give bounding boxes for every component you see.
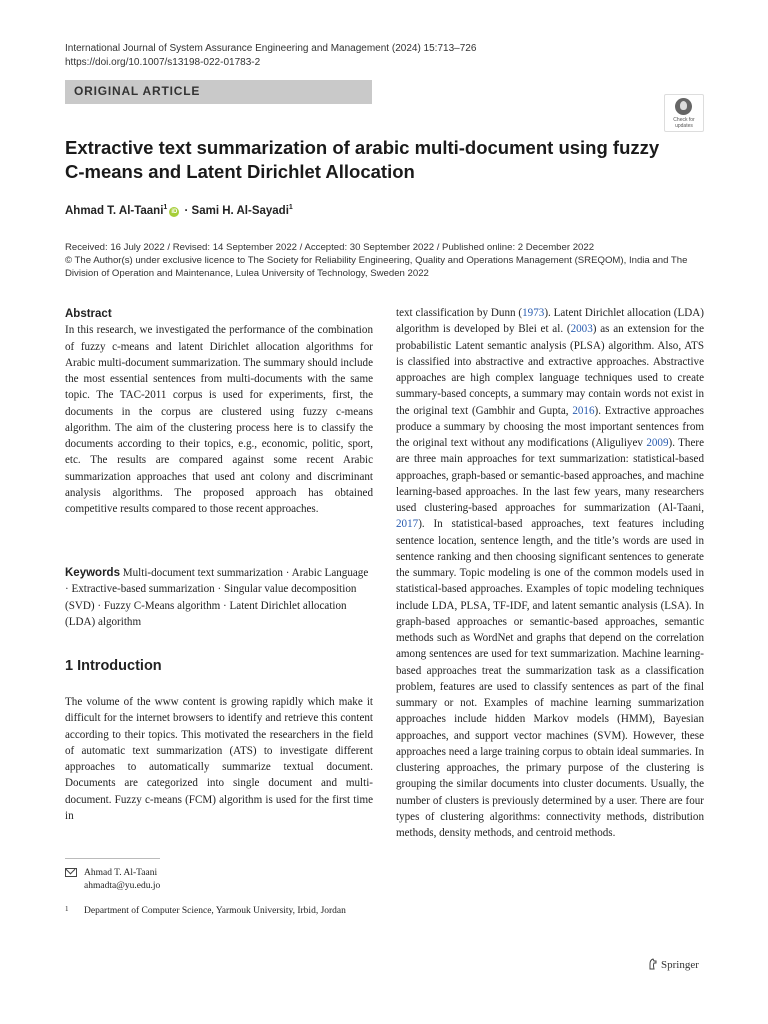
author-separator: · <box>181 204 192 217</box>
body-text: text classification by Dunn ( <box>396 307 523 319</box>
affiliation-mark: 1 <box>288 204 293 211</box>
copyright-line: © The Author(s) under exclusive licence to The Society for Reliability Engineering, Quality and Operations Management (SREQOM), India and The Division of Operation and Maintenance, Lulea University of Technology, Sweden 2022 <box>65 254 688 279</box>
abstract-text: In this research, we investigated the performance of the combination of fuzzy c-means and latent Dirichlet allocation algorithms for Arabic multi-document summarization. The summary should include the most essential sentences from multi-documents with the same topic. The TAC-2011 corpus is used for experiments, first, the documents in the corpus are clustered using fuzzy c-means algorithm. The aim of the clustering process here is to classify the documents according to their topics, e.g., economic, politic, sport, etc. The results are compared against some recent Arabic summarization approaches that used ant colony and discriminant analysis algorithms. The proposed approach has obtained competitive results compared to those recent approaches. <box>65 324 373 515</box>
publication-history <box>65 242 705 280</box>
abstract-section <box>65 306 373 517</box>
journal-citation: International Journal of System Assurance Engineering and Management (2024) 15:713–726 <box>65 43 477 54</box>
introduction-heading: 1 Introduction <box>65 658 162 674</box>
keywords-section <box>65 565 373 630</box>
update-check-icon <box>675 98 692 115</box>
footnote-divider <box>65 858 160 859</box>
article-type-label: ORIGINAL ARTICLE <box>74 84 201 98</box>
body-text: ). There are three main approaches for text summarization: statistical-based approaches, graph-based or semantic-based approaches, and machine learning-based approaches. In the last few years, many researchers used clustering-based approaches for summarization (Al-Taani, <box>396 437 704 514</box>
publisher-name: Springer <box>661 959 699 971</box>
affiliation-number: 1 <box>65 905 69 913</box>
publisher-logo <box>648 958 699 971</box>
keywords-label: Keywords <box>65 567 120 579</box>
affiliation-footnote <box>65 905 365 918</box>
citation-link[interactable]: 2017 <box>396 518 419 531</box>
orcid-icon[interactable]: iD <box>171 208 178 215</box>
keywords-text: Multi-document text summarization · Arabic Language · Extractive-based summarization · Singular value decomposition (SVD) · Fuzzy C-Means algorithm · Latent Dirichlet allocation (LDA) algorithm <box>65 567 369 628</box>
citation-link[interactable]: 2003 <box>570 323 593 336</box>
doi-link[interactable]: https://doi.org/10.1007/s13198-022-01783-2 <box>65 57 261 68</box>
article-type-band <box>65 80 372 104</box>
journal-header <box>65 42 476 70</box>
author-email[interactable]: ahmadta@yu.edu.jo <box>84 881 161 891</box>
body-text: ). In statistical-based approaches, text features including sentence location, sentence length, and the title’s words are used in sentence ranking and then choosing significant sentences to generate the summary. Topic modeling is one of the common models used in statistical-based approaches. Examples of topic modeling techniques include LDA, PLSA, TF-IDF, and latent semantic analysis (LSA). In graph-based approaches or semantic-based approaches, semantic methods such as WordNet and graphs that depend on the correlation among sentences are used for text summarization. Machine learning-based approaches treat the summarization task as a classification problem, features are used to classify sentences as part of the final summary or not. Examples of machine learning summarization approaches include hidden Markov models (HMM), Bayesian approaches, and support vector machines (SVM). However, these approaches need a large training corpus to obtain ideal summaries. In clustering approaches, the primary purpose of the clustering is grouping the similar documents into cluster documents. Usually, the number of clusters is previously determined by a user. There are four types of clustering algorithms: connectivity methods, distribution methods, density methods, and centroid methods. <box>396 518 704 839</box>
introduction-text: The volume of the www content is growing rapidly which make it difficult for the internet browsers to identify and retrieve this content according to their topics. This motivated the researchers in the field of automatic text summarization (ATS) to investigate different approaches to automatically summarize textual document. Documents are categorized into single document and multi-document. Fuzzy c-means (FCM) algorithm is used for the first time in <box>65 696 373 822</box>
springer-horse-icon <box>648 958 658 970</box>
affiliation-mark: 1 <box>163 204 168 211</box>
envelope-icon <box>65 868 77 877</box>
body-text: ). Extractive approaches produce a summary by choosing the most important sentences from the original text without any modifications (Aliguliyev <box>396 404 704 449</box>
badge-label: Check for updates <box>673 117 695 129</box>
body-text: ) as an extension for the probabilistic Latent semantic analysis (PLSA) algorithm. Also, ATS is classified into abstractive and extractive approaches. Abstractive approaches are high complex language techniques used to create summary-based concepts, a summary may contain words not exist in the original text (Gambhir and Gupta, <box>396 323 704 417</box>
check-for-updates-badge[interactable] <box>664 94 704 132</box>
right-column-text <box>396 305 704 841</box>
corresponding-author-footnote <box>65 867 160 893</box>
paper-title: Extractive text summarization of arabic multi-document using fuzzy C-means and Latent Dirichlet Allocation <box>65 137 660 182</box>
footnote-author-name: Ahmad T. Al-Taani <box>84 868 158 878</box>
author-list <box>65 204 293 217</box>
abstract-heading: Abstract <box>65 308 112 320</box>
author-name[interactable]: Sami H. Al-Sayadi <box>191 204 289 217</box>
citation-link[interactable]: 2016 <box>572 404 595 417</box>
body-text: ). Latent Dirichlet allocation (LDA) algorithm is developed by Blei et al. ( <box>396 307 704 336</box>
citation-link[interactable]: 1973 <box>522 307 545 319</box>
citation-link[interactable]: 2009 <box>646 437 669 449</box>
affiliation-text: Department of Computer Science, Yarmouk University, Irbid, Jordan <box>84 906 346 916</box>
author-name[interactable]: Ahmad T. Al-Taani <box>65 204 164 217</box>
dates-line: Received: 16 July 2022 / Revised: 14 September 2022 / Accepted: 30 September 2022 / Published online: 2 December 2022 <box>65 242 595 253</box>
